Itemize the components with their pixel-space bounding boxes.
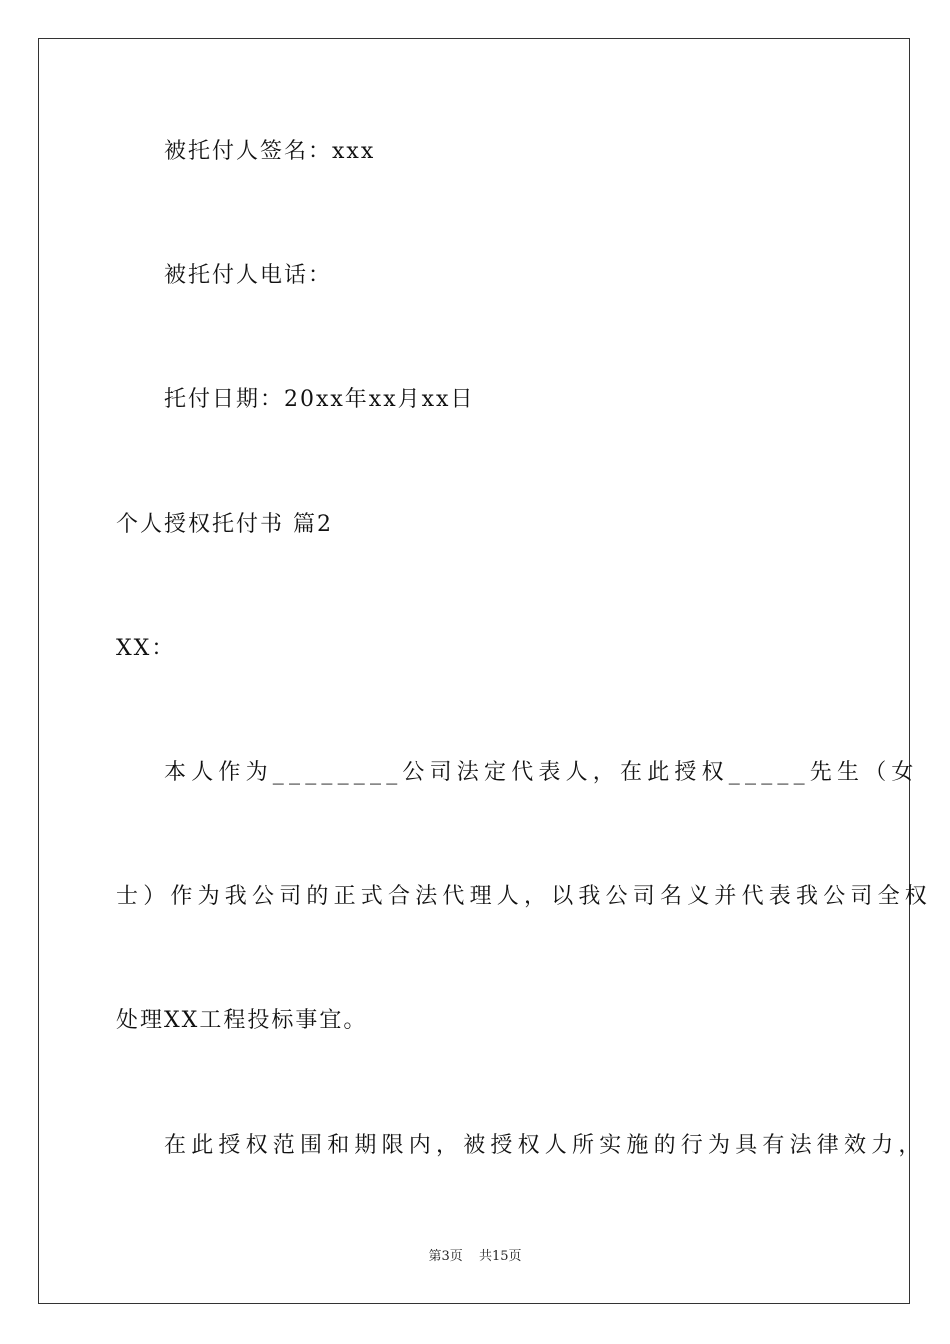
date-line: 托付日期：20xx年xx月xx日 — [164, 387, 475, 412]
addressee-line: XX： — [116, 636, 176, 661]
paragraph-line-4: 在此授权范围和期限内，被授权人所实施的行为具有法律效力， — [164, 1133, 926, 1158]
page-border — [38, 38, 910, 1304]
section-heading: 个人授权托付书 篇2 — [116, 512, 333, 537]
phone-line: 被托付人电话： — [164, 263, 333, 288]
paragraph-line-2: 士）作为我公司的正式合法代理人，以我公司名义并代表我公司全权 — [116, 884, 933, 909]
paragraph-line-3: 处理XX工程投标事宜。 — [116, 1008, 368, 1033]
page-number: 第3页 — [428, 1249, 463, 1264]
page-footer — [0, 1249, 950, 1265]
signature-line: 被托付人签名：xxx — [164, 139, 376, 164]
page-total: 共15页 — [478, 1249, 522, 1264]
paragraph-line-1: 本人作为________公司法定代表人，在此授权_____先生（女 — [164, 760, 919, 785]
